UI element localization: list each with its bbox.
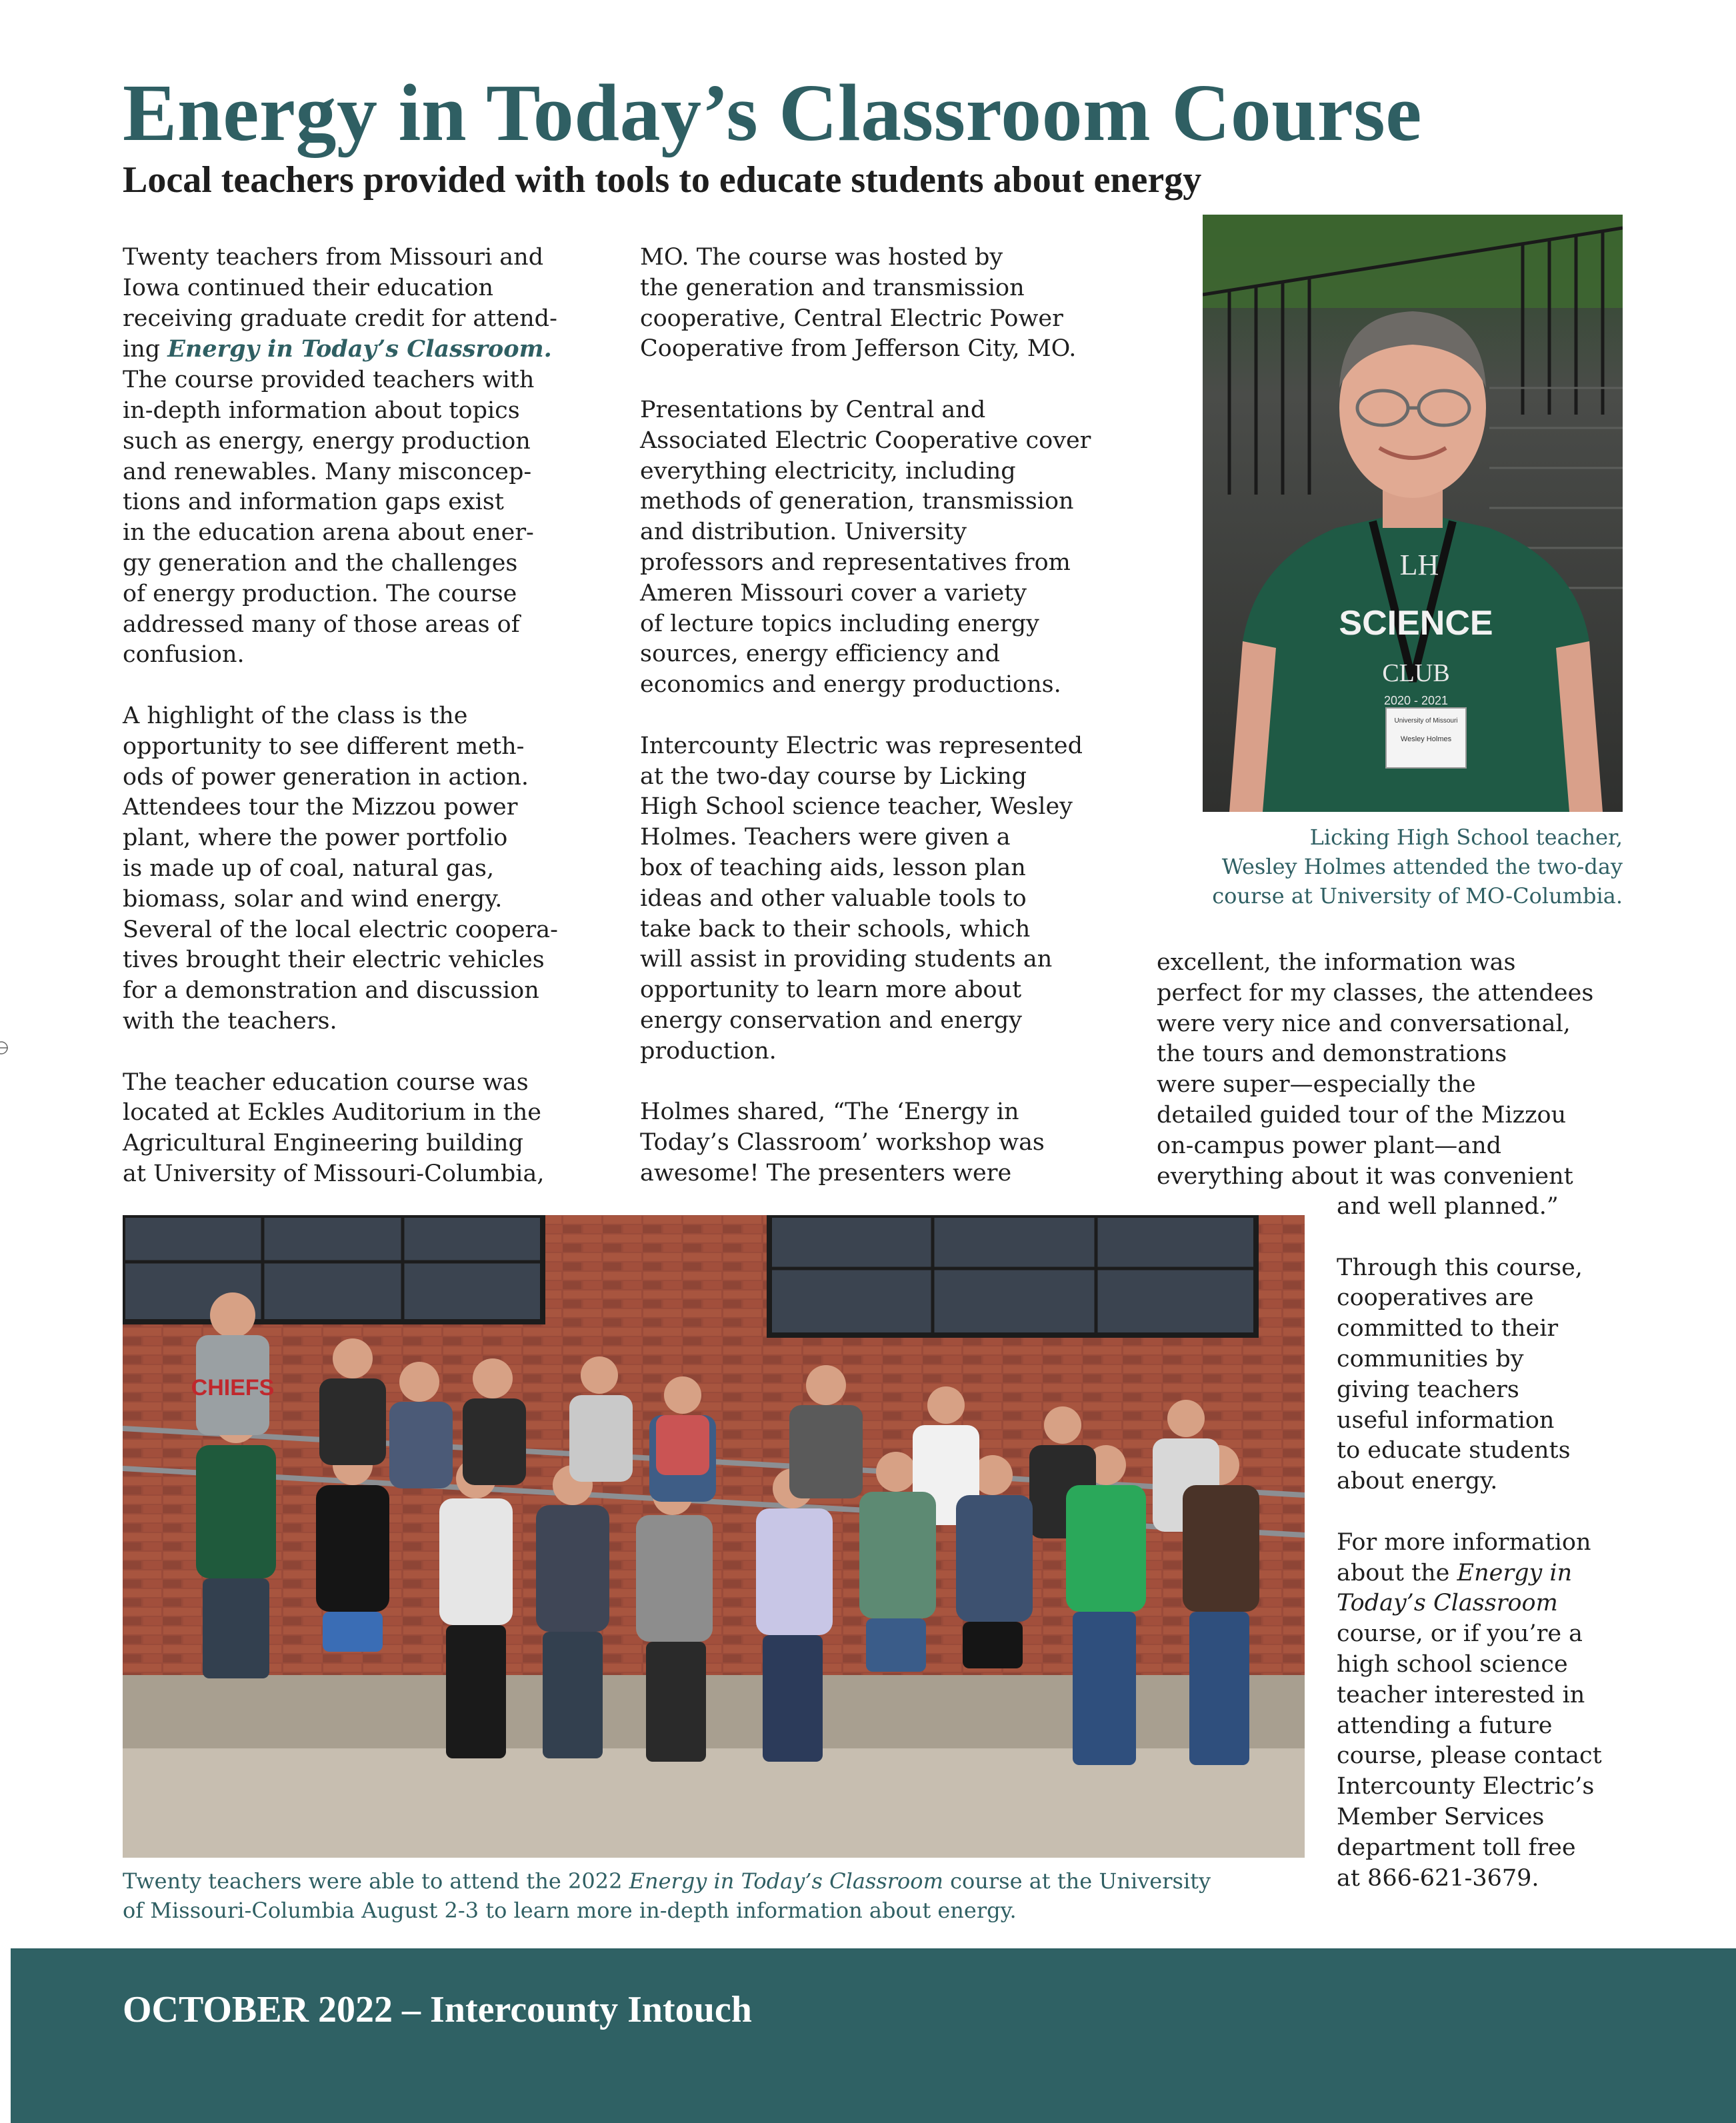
paragraph-lead: Twenty teachers from Missouri and Iowa continued their education receiving graduate credit for attend- ing	[123, 244, 557, 363]
caption-course-name: Energy in Today’s Classroom	[629, 1868, 943, 1894]
article-column-1	[123, 243, 589, 1190]
paragraph: Holmes shared, “The ‘Energy in Today’s Classroom’ workshop was awesome! The presenters were	[640, 1098, 1045, 1186]
course-name-emphasis: Energy in Today’s Classroom.	[167, 335, 552, 363]
group-illustration	[123, 1215, 1305, 1858]
footer-band	[11, 1948, 1736, 2123]
caption-rest: course at the University of Missouri-Columbia August 2-3 to learn more in-depth information about energy.	[123, 1868, 1211, 1923]
article-column-3-narrow	[1337, 1192, 1650, 1894]
paragraph	[123, 243, 589, 671]
paragraph-rest: course, or if you’re a high school science teacher interested in attending a future course, please contact Intercounty Electric’s Member Services department toll free at 866-621-3679.	[1337, 1620, 1602, 1892]
registration-mark-icon	[0, 1040, 9, 1056]
article-column-3-top	[1157, 948, 1637, 1192]
shirt-text: SCIENCE	[1339, 604, 1493, 643]
article-subtitle: Local teachers provided with tools to educate students about energy	[123, 159, 1202, 201]
portrait-photo	[1203, 215, 1623, 812]
article-column-2	[640, 243, 1120, 1189]
caption-lead: Twenty teachers were able to attend the 2022	[123, 1868, 629, 1894]
paragraph	[1337, 1528, 1650, 1894]
paragraph: Intercounty Electric was represented at the two-day course by Licking High School science teacher, Wesley Holmes. Teachers were given a box of teaching aids, lesson plan ideas and other valuable tools to take back to their schools, which will assist in providing students an opportunity to learn more about energy conservation and energy production.	[640, 732, 1083, 1064]
paragraph: excellent, the information was perfect for my classes, the attendees were very nice and conversational, the tours and demonstrations were super—especially the detailed guided tour of the Mizzou on-campus power plant—and everything about it was convenient	[1157, 949, 1594, 1190]
portrait-illustration	[1203, 215, 1623, 812]
shirt-text: 2020 - 2021	[1383, 694, 1449, 707]
paragraph: Through this course, cooperatives are committed to their communities by giving teachers useful information to educate students about energy.	[1337, 1254, 1583, 1495]
group-photo-caption	[123, 1866, 1323, 1925]
paragraph: MO. The course was hosted by the generation and transmission cooperative, Central Electric Power Cooperative from Jefferson City, MO.	[640, 244, 1077, 363]
footer-issue-label: OCTOBER 2022 – Intercounty Intouch	[123, 1989, 752, 2030]
shirt-text: LH	[1399, 549, 1439, 581]
shirt-text: CLUB	[1382, 659, 1450, 687]
paragraph: and well planned.”	[1337, 1193, 1559, 1220]
badge-text: Wesley Holmes	[1400, 735, 1452, 743]
article-title: Energy in Today’s Classroom Course	[123, 68, 1422, 158]
paragraph-lead: For more information about the	[1337, 1528, 1591, 1586]
shirt-text: CHIEFS	[191, 1375, 275, 1400]
paragraph: A highlight of the class is the opportunity to see different meth- ods of power generation in action. Attendees tour the Mizzou power plant, where the power portfolio is made up of coal, natural gas, biomass, solar and wind energy. Several of the local electric coopera- tives brought their electric vehicles for a demonstration and discussion with the teachers.	[123, 702, 558, 1035]
portrait-caption: Licking High School teacher, Wesley Holmes attended the two-day course at University of MO-Columbia.	[1212, 825, 1623, 909]
paragraph-rest: The course provided teachers with in-depth information about topics such as energy, energy production and renewables. Many misconcep- tions and information gaps exist in the education arena about ener- gy generation and the challenges of energy production. The course addressed many of those areas of confusion.	[123, 367, 535, 669]
badge-text: University of Missouri	[1394, 717, 1458, 725]
paragraph: The teacher education course was located at Eckles Auditorium in the Agricultural Engineering building at University of Missouri-Columbia,	[123, 1068, 545, 1187]
group-photo	[123, 1215, 1305, 1858]
paragraph: Presentations by Central and Associated Electric Cooperative cover everything electricity, including methods of generation, transmission and distribution. University professors and representatives from Ameren Missouri cover a variety of lecture topics including energy sources, energy efficiency and economics and energy productions.	[640, 396, 1091, 699]
course-name-emphasis: Energy in Today’s Classroom	[1337, 1559, 1573, 1617]
